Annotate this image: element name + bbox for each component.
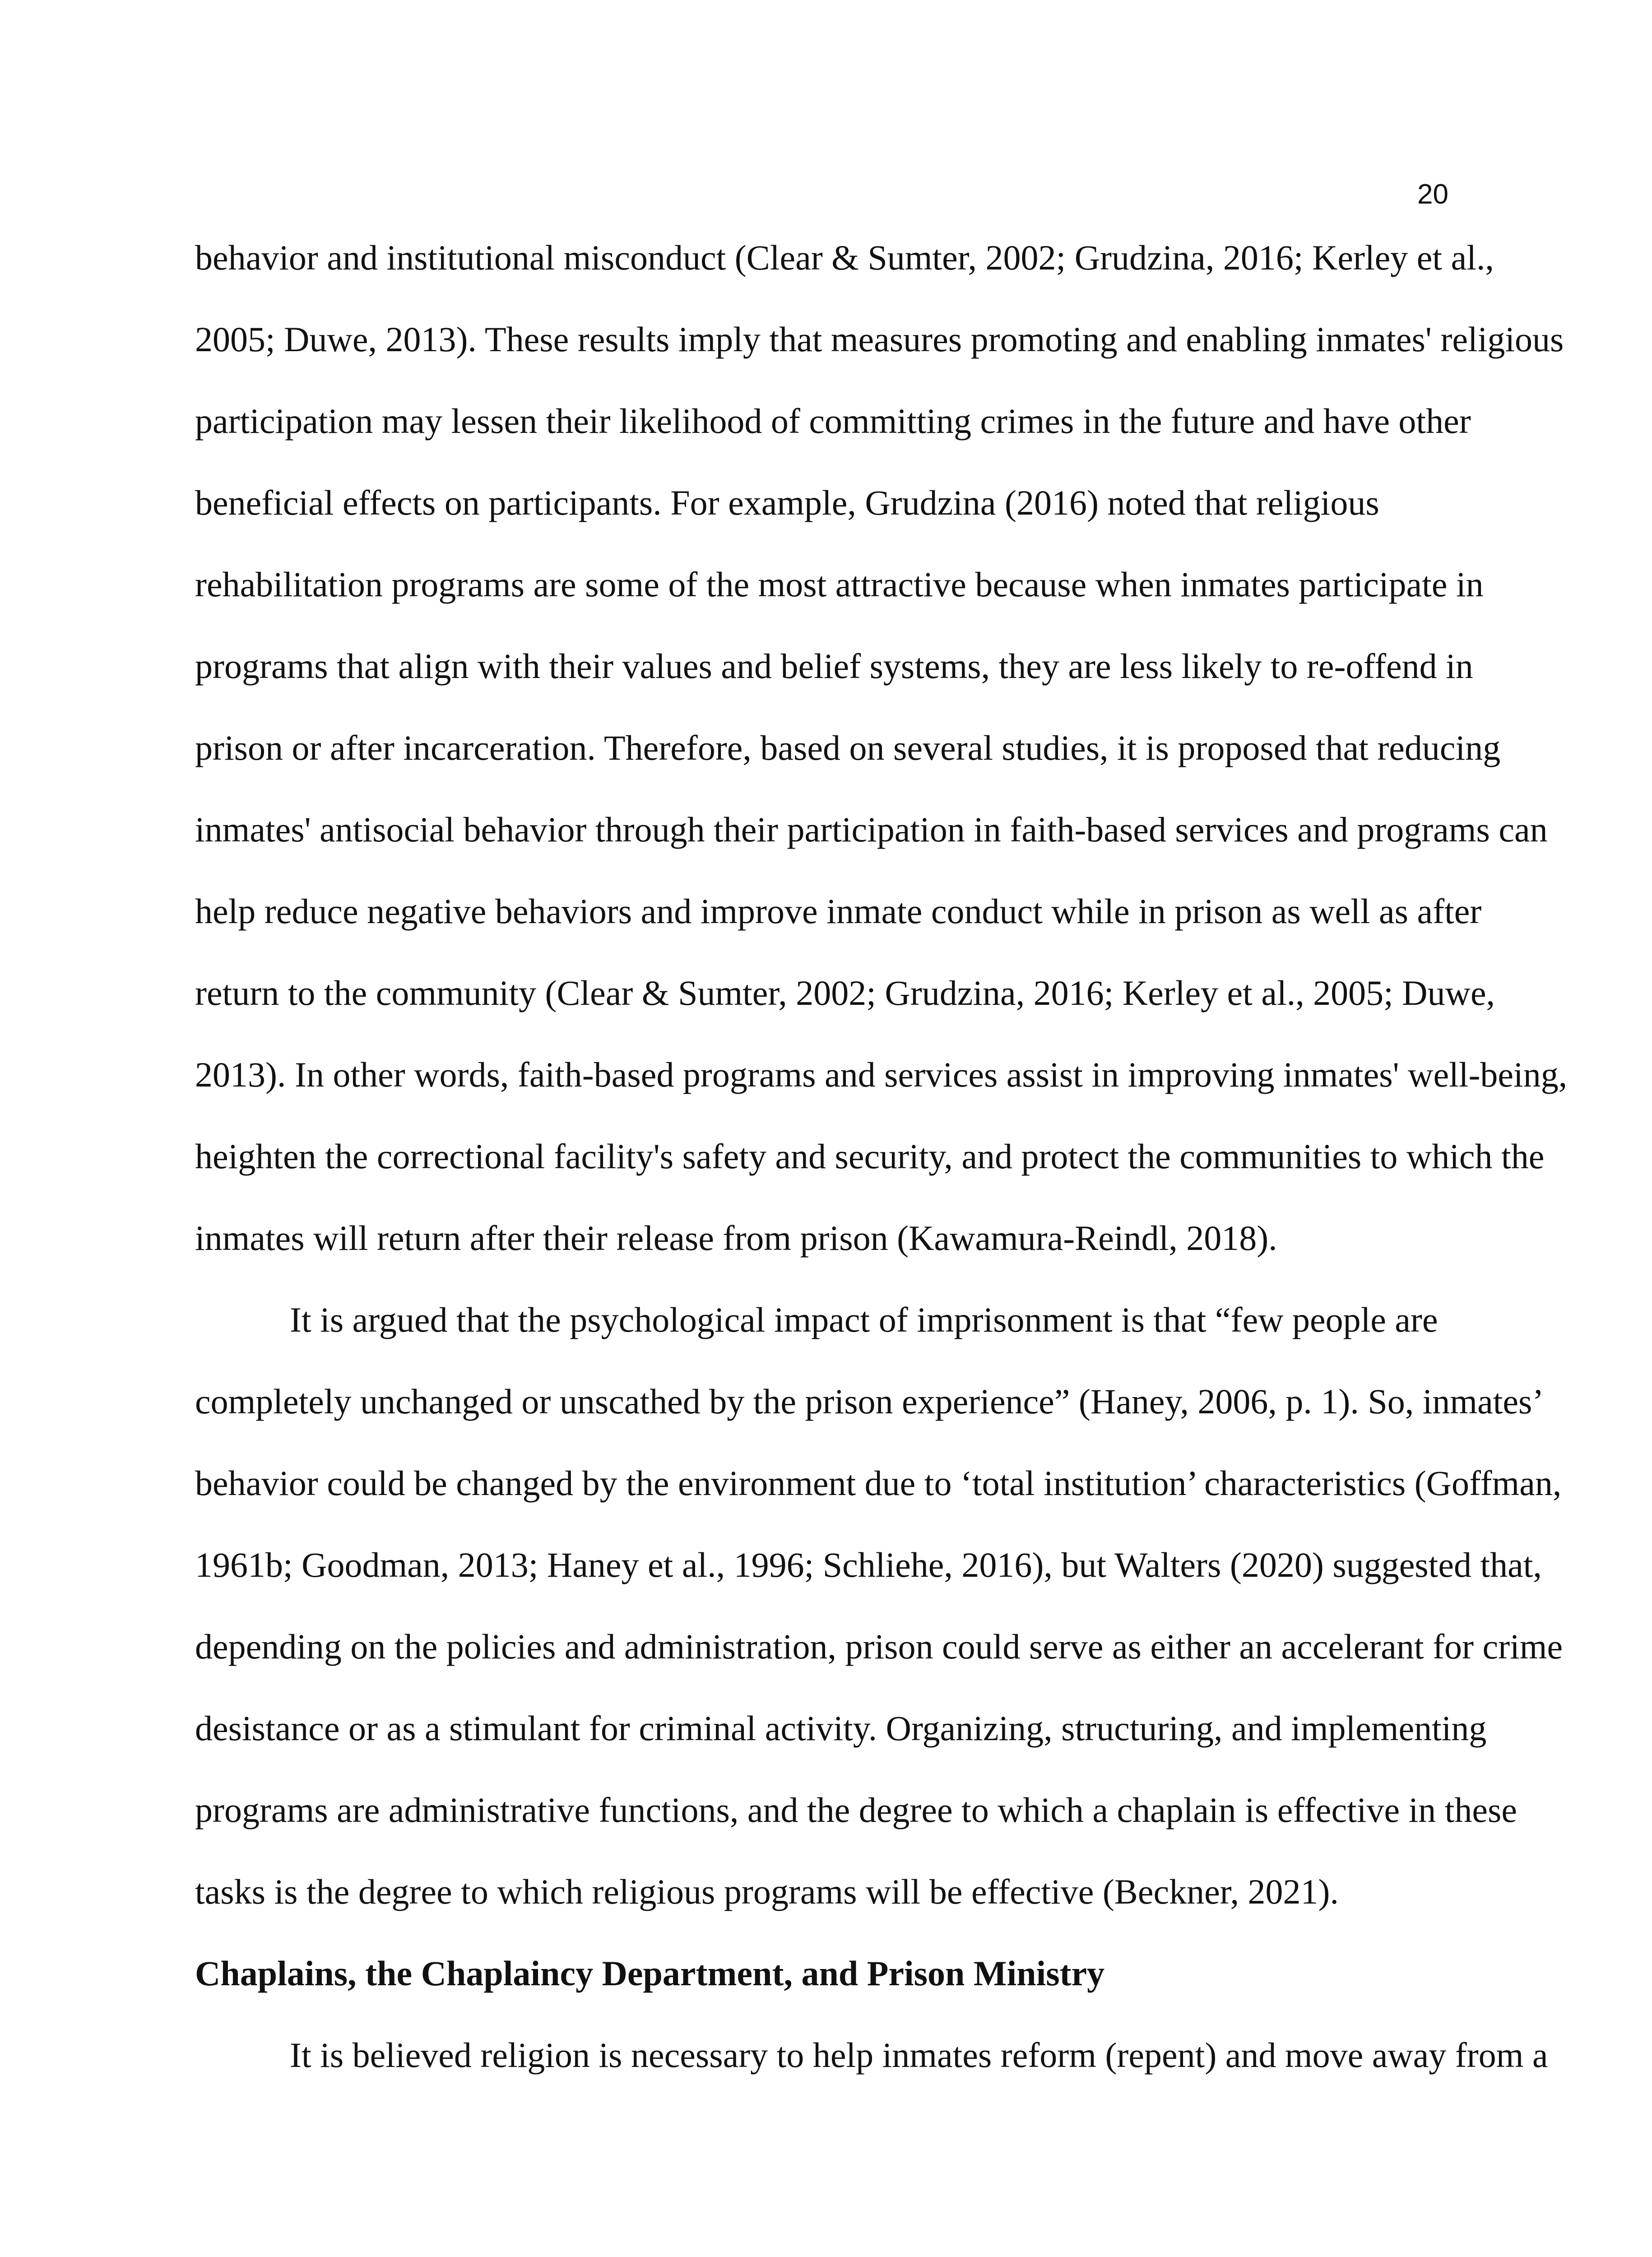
text-line: prison or after incarceration. Therefore, based on several studies, it is proposed that reducing bbox=[195, 728, 1501, 767]
paragraph bbox=[195, 1279, 1576, 1932]
text-line: heighten the correctional facility's safety and security, and protect the communities to which the bbox=[195, 1137, 1545, 1176]
text-line: 2005; Duwe, 2013). These results imply that measures promoting and enabling inmates' religious bbox=[195, 320, 1564, 359]
text-line: desistance or as a stimulant for criminal activity. Organizing, structuring, and implementing bbox=[195, 1709, 1487, 1748]
text-line: return to the community (Clear & Sumter, 2002; Grudzina, 2016; Kerley et al., 2005; Duwe, bbox=[195, 973, 1495, 1012]
text-line: tasks is the degree to which religious programs will be effective (Beckner, 2021). bbox=[195, 1872, 1339, 1911]
text-line: inmates' antisocial behavior through their participation in faith-based services and programs can bbox=[195, 810, 1548, 849]
text-line: beneficial effects on participants. For example, Grudzina (2016) noted that religious bbox=[195, 483, 1379, 522]
text-line: behavior and institutional misconduct (Clear & Sumter, 2002; Grudzina, 2016; Kerley et al., bbox=[195, 238, 1494, 277]
page-number: 20 bbox=[1417, 179, 1448, 210]
text-line: behavior could be changed by the environment due to ‘total institution’ characteristics (Goffman, bbox=[195, 1463, 1562, 1503]
section-heading: Chaplains, the Chaplaincy Department, and Prison Ministry bbox=[195, 1954, 1105, 1993]
text-line: programs are administrative functions, and the degree to which a chaplain is effective in these bbox=[195, 1790, 1517, 1830]
text-line: rehabilitation programs are some of the most attractive because when inmates participate in bbox=[195, 565, 1484, 604]
text-line: inmates will return after their release from prison (Kawamura-Reindl, 2018). bbox=[195, 1218, 1277, 1258]
text-line: It is argued that the psychological impact of imprisonment is that “few people are bbox=[290, 1300, 1438, 1339]
text-line: programs that align with their values and belief systems, they are less likely to re-offend in bbox=[195, 646, 1473, 686]
text-line: It is believed religion is necessary to help inmates reform (repent) and move away from a bbox=[290, 2035, 1548, 2075]
text-line: participation may lessen their likelihood of committing crimes in the future and have other bbox=[195, 401, 1471, 441]
document-body bbox=[195, 217, 1576, 2096]
text-line: completely unchanged or unscathed by the prison experience” (Haney, 2006, p. 1). So, inmates’ bbox=[195, 1382, 1544, 1421]
paragraph bbox=[195, 217, 1576, 1279]
text-line: help reduce negative behaviors and improve inmate conduct while in prison as well as after bbox=[195, 892, 1482, 931]
text-line: depending on the policies and administration, prison could serve as either an accelerant for crime bbox=[195, 1627, 1563, 1666]
paragraph bbox=[195, 2014, 1576, 2096]
text-line: 1961b; Goodman, 2013; Haney et al., 1996; Schliehe, 2016), but Walters (2020) suggested that, bbox=[195, 1545, 1542, 1584]
text-line: 2013). In other words, faith-based programs and services assist in improving inmates' well-being, bbox=[195, 1055, 1568, 1094]
